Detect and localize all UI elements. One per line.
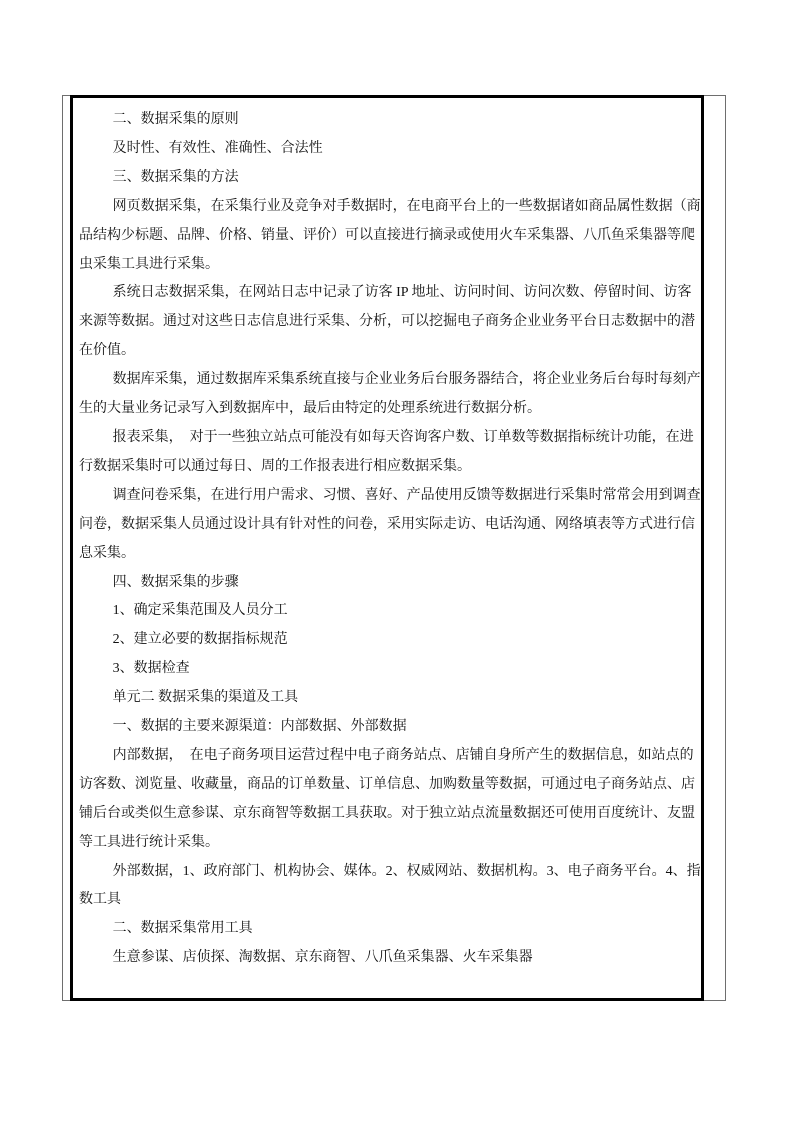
text-line: 四、数据采集的步骤 [112, 574, 239, 590]
text-line: 生的大量业务记录写入到数据库中，最后由特定的处理系统进行数据分析。 [79, 401, 541, 417]
text-line: 二、数据采集的原则 [112, 112, 239, 127]
text-line: 三、数据采集的方法 [112, 169, 239, 185]
text-line: 1、确定采集范围及人员分工 [112, 603, 288, 619]
text-line: 单元二 数据采集的渠道及工具 [112, 690, 299, 706]
text-line: 调查问卷采集，在进行用户需求、习惯、喜好、产品使用反馈等数据进行采集时常常会用到调查 [112, 487, 701, 503]
text-line: 访客数、浏览量、收藏量，商品的订单数量、订单信息、加购数量等数据，可通过电子商务站点、店 [79, 776, 695, 792]
text-line: 内部数据， 在电子商务项目运营过程中电子商务站点、店铺自身所产生的数据信息，如站点的 [112, 747, 694, 763]
content-cell [70, 95, 704, 1001]
text-line: 铺后台或类似生意参谋、京东商智等数据工具获取。对于独立站点流量数据还可使用百度统计、友盟 [79, 805, 695, 821]
text-line: 等工具进行统计采集。 [79, 834, 219, 850]
text-line: 报表采集， 对于一些独立站点可能没有如每天咨询客户数、订单数等数据指标统计功能，在进 [112, 429, 694, 445]
text-line: 息采集。 [79, 545, 135, 561]
text-line: 来源等数据。通过对这些日志信息进行采集、分析，可以挖掘电子商务企业业务平台日志数据中的潜 [79, 314, 695, 330]
text-line: 一、数据的主要来源渠道：内部数据、外部数据 [112, 719, 407, 735]
text-line: 虫采集工具进行采集。 [79, 256, 219, 272]
text-line: 在价值。 [79, 343, 135, 359]
text-line: 外部数据，1、政府部门、机构协会、媒体。2、权威网站、数据机构。3、电子商务平台。4、指 [112, 863, 701, 879]
text-line: 2、建立必要的数据指标规范 [112, 632, 288, 648]
text-line: 行数据采集时可以通过每日、周的工作报表进行相应数据采集。 [79, 458, 471, 474]
text-line: 及时性、有效性、准确性、合法性 [112, 140, 323, 156]
text-line: 3、数据检查 [112, 661, 190, 677]
text-line: 系统日志数据采集，在网站日志中记录了访客 IP 地址、访问时间、访问次数、停留时间、访客 [112, 285, 692, 301]
text-line: 品结构少标题、品牌、价格、销量、评价）可以直接进行摘录或使用火车采集器、八爪鱼采集器等爬 [79, 227, 695, 243]
text-line: 二、数据采集常用工具 [112, 921, 253, 937]
text-line: 生意参谋、店侦探、淘数据、京东商智、八爪鱼采集器、火车采集器 [112, 950, 533, 966]
text-line: 数据库采集，通过数据库采集系统直接与企业业务后台服务器结合，将企业业务后台每时每刻产 [112, 372, 701, 388]
document-body [79, 106, 701, 973]
text-line: 问卷，数据采集人员通过设计具有针对性的问卷，采用实际走访、电话沟通、网络填表等方式进行信 [79, 516, 695, 532]
text-line: 网页数据采集，在采集行业及竞争对手数据时，在电商平台上的一些数据诸如商品属性数据（商 [112, 198, 701, 214]
text-line: 数工具 [79, 892, 121, 908]
